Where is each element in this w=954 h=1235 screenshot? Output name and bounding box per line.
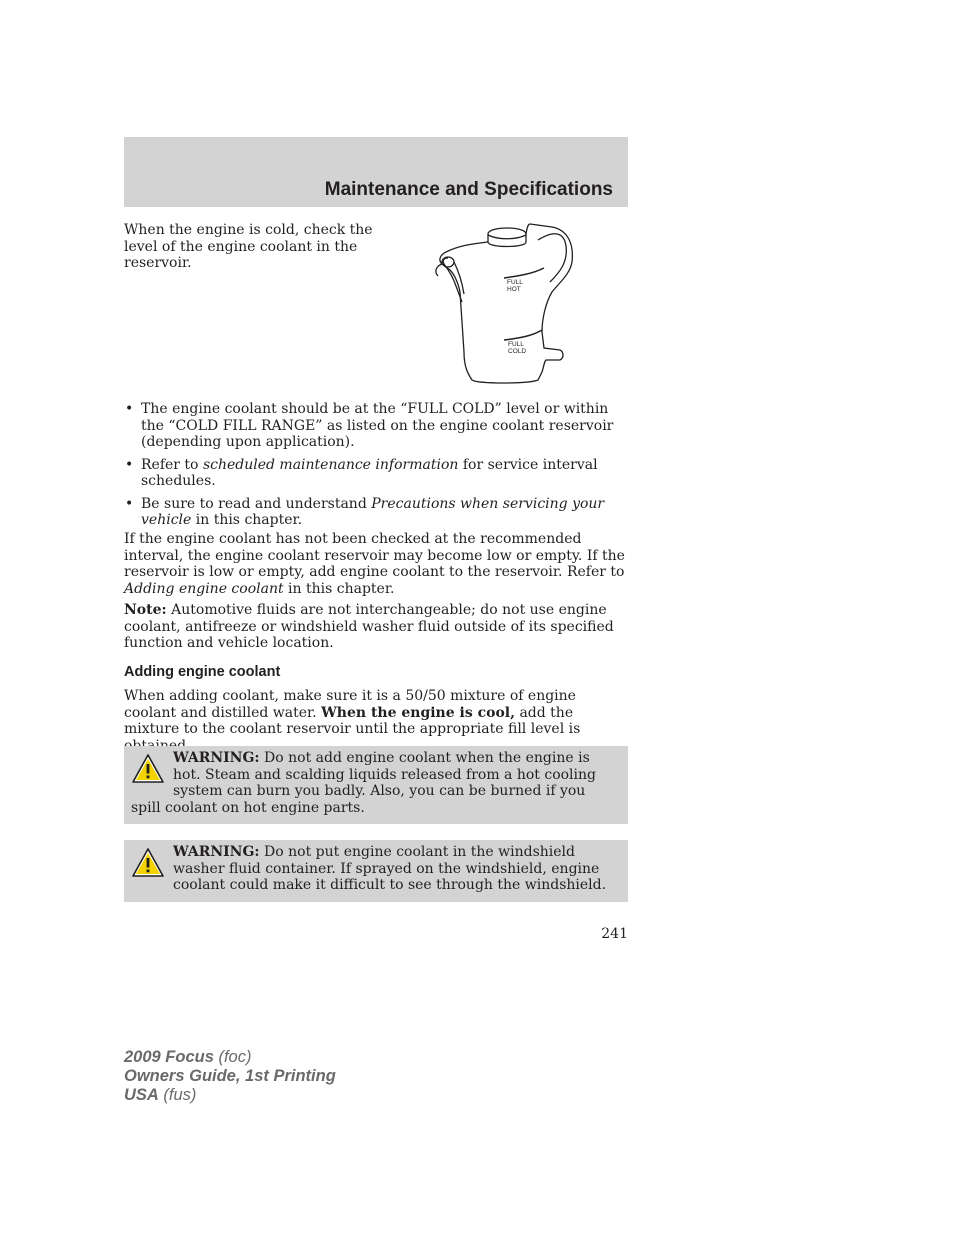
note-label: Note:	[124, 602, 167, 618]
bullet-text-post: in this chapter.	[191, 512, 303, 528]
bullet-text-italic: Precautions when servicing your vehicle	[141, 495, 605, 528]
bullet-text-pre: Refer to	[141, 456, 203, 473]
cross-reference: Adding engine coolant	[124, 580, 284, 597]
bullet-icon: •	[125, 456, 134, 473]
warning-label: WARNING:	[173, 844, 260, 860]
warning-box	[124, 746, 628, 824]
section-title: Maintenance and Specifications	[324, 179, 613, 200]
paragraph-text: When adding coolant, make sure it is a 50/50 mixture of engine coolant and distilled water.	[124, 688, 576, 721]
paragraph-emphasis: When the engine is cool,	[321, 704, 515, 721]
subheading: Adding engine coolant	[124, 664, 281, 680]
intro-text: When the engine is cold, check the level of the engine coolant in the reservoir.	[124, 222, 373, 271]
warning-triangle-icon	[131, 847, 165, 879]
note-text: Automotive fluids are not interchangeable; do not use engine coolant, antifreeze or windshield washer fluid outside of its specified function and vehicle location.	[124, 602, 614, 651]
warning-box	[124, 840, 628, 902]
bullet-icon: •	[125, 401, 134, 417]
warning-text: Do not add engine coolant when the engine is hot. Steam and scalding liquids released from a hot cooling system can burn you badly. Also, you can be burned if you spill coolant on hot engine parts.	[131, 750, 596, 816]
footer-region: USA	[124, 1086, 159, 1104]
paragraph-text: add the mixture to the coolant reservoir until the appropriate fill level is	[124, 704, 581, 737]
list-item	[124, 457, 628, 490]
warning-triangle-icon	[131, 753, 165, 785]
full-cold-label-1: FULL	[508, 341, 524, 348]
footer-line-model	[124, 1048, 336, 1067]
footer-region-code: (fus)	[158, 1086, 197, 1104]
document-footer	[124, 1048, 336, 1105]
bullet-text-post: for service interval schedules.	[141, 456, 598, 489]
coolant-reservoir-illustration	[428, 222, 580, 387]
coolant-reservoir-drawing	[428, 222, 580, 387]
warning-text: Do not put engine coolant in the windshield washer fluid container. If sprayed on the windshield, engine coolant could make it difficult to see through the windshield.	[173, 844, 607, 893]
bullet-icon: •	[125, 495, 134, 512]
bullet-list	[124, 401, 628, 535]
adding-coolant-paragraph	[124, 688, 628, 754]
page-number: 241	[601, 926, 628, 942]
paragraph-text: If the engine coolant has not been checked at the recommended interval, the engine coolant reservoir may become low or empty. If the reservoir is low or empty, add engine coolant to the reservoir. Refer to	[124, 531, 625, 580]
paragraph-text: in this chapter.	[283, 580, 395, 597]
footer-line-edition	[124, 1067, 336, 1086]
full-cold-label-2: COLD	[508, 348, 527, 355]
list-item	[124, 496, 628, 529]
footer-model-code: (foc)	[213, 1048, 252, 1066]
list-item	[124, 401, 628, 451]
warning-label: WARNING:	[173, 750, 260, 766]
full-hot-label-2: HOT	[507, 286, 521, 293]
note-paragraph	[124, 602, 628, 652]
section-header-band	[124, 137, 628, 207]
bullet-text-italic: scheduled maintenance information	[202, 456, 459, 473]
coolant-check-paragraph	[124, 531, 628, 597]
footer-model: 2009 Focus	[124, 1048, 214, 1066]
footer-edition: Owners Guide, 1st Printing	[124, 1067, 336, 1085]
bullet-text-pre: Be sure to read and understand	[141, 495, 372, 512]
full-hot-label-1: FULL	[507, 279, 523, 286]
bullet-text: The engine coolant should be at the “FULL COLD” level or within the “COLD FILL RANGE” as listed on the engine coolant reservoir (depending upon application).	[141, 401, 614, 450]
footer-line-region	[124, 1086, 336, 1105]
